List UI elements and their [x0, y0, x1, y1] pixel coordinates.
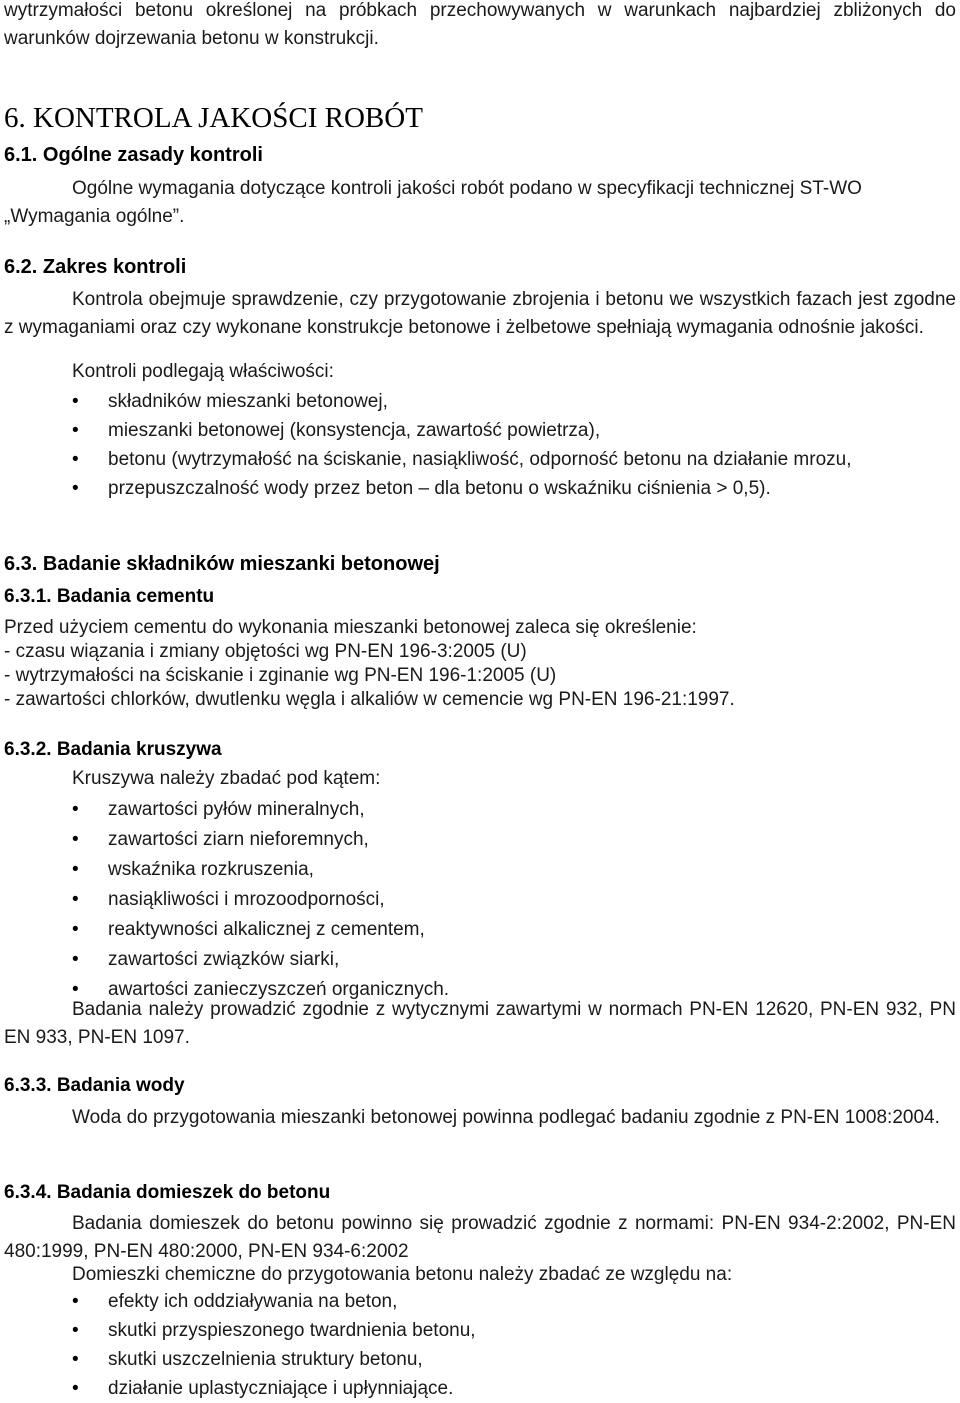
list-item: • zawartości pyłów mineralnych, — [0, 795, 956, 825]
section-6-1-paragraph: Ogólne wymagania dotyczące kontroli jakości robót podano w specyfikacji technicznej ST-WO „Wymagania ogólne”. — [4, 178, 862, 227]
section-6-3-2-heading: 6.3.2. Badania kruszywa — [4, 739, 222, 760]
list-item: • efekty ich oddziaływania na beton, — [0, 1287, 956, 1316]
section-6-3-1-line-1: Przed użyciem cementu do wykonania mieszanki betonowej zaleca się określenie: — [4, 617, 697, 638]
list-item: • betonu (wytrzymałość na ściskanie, nasiąkliwość, odporność betonu na działanie mrozu, — [0, 445, 956, 474]
section-6-3-4-paragraph: Badania domieszek do betonu powinno się prowadzić zgodnie z normami: PN-EN 934-2:2002, PN-EN 480:1999, PN-EN 480:2000, PN-EN 934-6:2002 — [4, 1213, 956, 1262]
section-6-3-3-paragraph: Woda do przygotowania mieszanki betonowej powinna podlegać badaniu zgodnie z PN-EN 1008:2004. — [72, 1107, 940, 1128]
bullet-icon: • — [72, 1378, 79, 1399]
section-6-3-1-line-2: - czasu wiązania i zmiany objętości wg PN-EN 196-3:2005 (U) — [4, 641, 527, 662]
list-item: • skutki uszczelnienia struktury betonu, — [0, 1345, 956, 1374]
bullet-icon: • — [72, 919, 79, 940]
bullet-icon: • — [72, 391, 79, 412]
section-6-3-3-heading: 6.3.3. Badania wody — [4, 1075, 185, 1096]
list-item: • awartości zanieczyszczeń organicznych. — [0, 975, 956, 1005]
section-6-heading: 6. KONTROLA JAKOŚCI ROBÓT — [4, 102, 423, 134]
list-item: • zawartości ziarn nieforemnych, — [0, 825, 956, 855]
bullet-icon: • — [72, 859, 79, 880]
list-item: • zawartości związków siarki, — [0, 945, 956, 975]
intro-paragraph: wytrzymałości betonu określonej na próbkach przechowywanych w warunkach najbardziej zbliżonych do warunków dojrzewania betonu w konstrukcji. — [4, 0, 956, 49]
bullet-icon: • — [72, 979, 79, 1000]
bullet-icon: • — [72, 1291, 79, 1312]
bullet-icon: • — [72, 799, 79, 820]
section-6-3-1-line-4: - zawartości chlorków, dwutlenku węgla i alkaliów w cemencie wg PN-EN 196-21:1997. — [4, 689, 735, 710]
bullet-icon: • — [72, 449, 79, 470]
section-6-2-paragraph: Kontrola obejmuje sprawdzenie, czy przygotowanie zbrojenia i betonu we wszystkich fazach jest zgodne z wymaganiami oraz czy wykonane konstrukcje betonowe i żelbetowe spełniają wymagania odnośnie jakości. — [4, 289, 956, 338]
section-6-3-2-paragraph: Badania należy prowadzić zgodnie z wytycznymi zawartymi w normach PN-EN 12620, PN-EN 932, PN EN 933, PN-EN 1097. — [4, 999, 956, 1048]
section-6-3-2-list-intro: Kruszywa należy zbadać pod kątem: — [72, 768, 381, 789]
section-6-3-4-list — [0, 1287, 956, 1403]
bullet-icon: • — [72, 478, 79, 499]
bullet-icon: • — [72, 889, 79, 910]
section-6-3-4-heading: 6.3.4. Badania domieszek do betonu — [4, 1182, 331, 1203]
list-item: • reaktywności alkalicznej z cementem, — [0, 915, 956, 945]
bullet-icon: • — [72, 949, 79, 970]
section-6-3-2-list — [0, 795, 956, 1005]
section-6-2-list — [0, 387, 956, 503]
section-6-3-heading: 6.3. Badanie składników mieszanki betonowej — [4, 553, 440, 575]
bullet-icon: • — [72, 1320, 79, 1341]
section-6-3-1-line-3: - wytrzymałości na ściskanie i zginanie wg PN-EN 196-1:2005 (U) — [4, 665, 557, 686]
list-item: • nasiąkliwości i mrozoodporności, — [0, 885, 956, 915]
list-item: • działanie uplastyczniające i upłynniające. — [0, 1374, 956, 1403]
section-6-3-4-list-intro: Domieszki chemiczne do przygotowania betonu należy zbadać ze względu na: — [72, 1264, 733, 1285]
bullet-icon: • — [72, 420, 79, 441]
section-6-2-list-intro: Kontroli podlegają właściwości: — [72, 361, 334, 382]
bullet-icon: • — [72, 1349, 79, 1370]
section-6-3-1-heading: 6.3.1. Badania cementu — [4, 586, 215, 607]
section-6-2-heading: 6.2. Zakres kontroli — [4, 256, 187, 278]
section-6-1-heading: 6.1. Ogólne zasady kontroli — [4, 144, 263, 166]
list-item: • przepuszczalność wody przez beton – dla betonu o wskaźniku ciśnienia > 0,5). — [0, 474, 956, 503]
list-item: • wskaźnika rozkruszenia, — [0, 855, 956, 885]
list-item: • składników mieszanki betonowej, — [0, 387, 956, 416]
list-item: • mieszanki betonowej (konsystencja, zawartość powietrza), — [0, 416, 956, 445]
list-item: • skutki przyspieszonego twardnienia betonu, — [0, 1316, 956, 1345]
bullet-icon: • — [72, 829, 79, 850]
